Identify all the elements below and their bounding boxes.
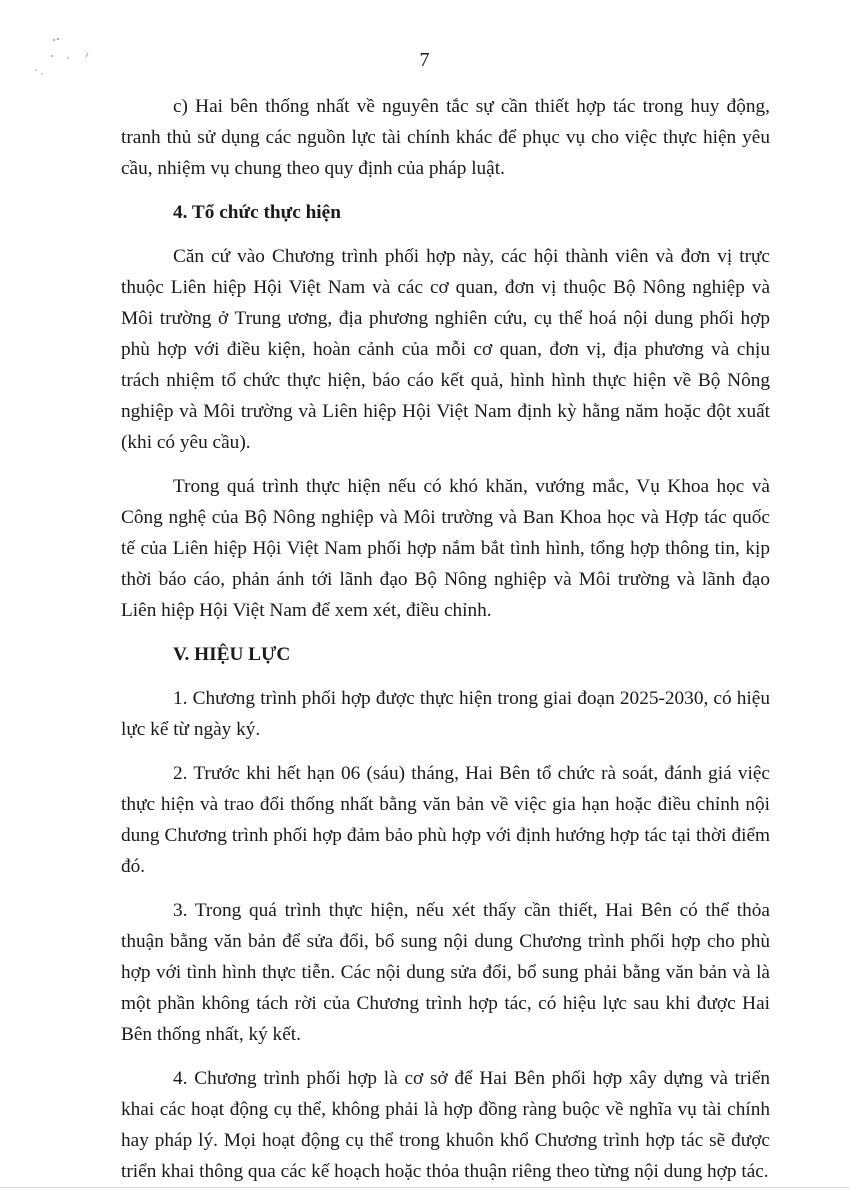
paragraph-validity-3: 3. Trong quá trình thực hiện, nếu xét thấy cần thiết, Hai Bên có thể thỏa thuận bằng văn bản để sửa đổi, bổ sung nội dung Chương trình phối hợp cho phù hợp với tình hình thực tiễn. Các nội dung sửa đổi, bổ sung phải bằng văn bản và là một phần không tách rời của Chương trình hợp tác, có hiệu lực sau khi được Hai Bên thống nhất, ký kết. [121, 900, 770, 1045]
paragraph-validity-2: 2. Trước khi hết hạn 06 (sáu) tháng, Hai Bên tổ chức rà soát, đánh giá việc thực hiện và trao đổi thống nhất bằng văn bản về việc gia hạn hoặc điều chỉnh nội dung Chương trình phối hợp đảm bảo phù hợp với định hướng hợp tác tại thời điểm đó. [121, 763, 770, 877]
paragraph-validity-4: 4. Chương trình phối hợp là cơ sở để Hai Bên phối hợp xây dựng và triển khai các hoạt động cụ thể, không phải là hợp đồng ràng buộc về nghĩa vụ tài chính hay pháp lý. Mọi hoạt động cụ thể trong khuôn khổ Chương trình hợp tác sẽ được triển khai thông qua các kế hoạch hoặc thỏa thuận riêng theo từng nội dung hợp tác. [121, 1068, 770, 1182]
document-body [121, 91, 770, 1200]
paragraph-c-financial-resources: c) Hai bên thống nhất về nguyên tắc sự cần thiết hợp tác trong huy động, tranh thủ sử dụng các nguồn lực tài chính khác để phục vụ cho việc thực hiện yêu cầu, nhiệm vụ chung theo quy định của pháp luật. [121, 96, 770, 179]
page-bottom-edge [0, 1187, 849, 1188]
section-heading-validity: V. HIỆU LỰC [173, 644, 291, 665]
paragraph-validity-1: 1. Chương trình phối hợp được thực hiện trong giai đoạn 2025-2030, có hiệu lực kể từ ngày ký. [121, 688, 770, 740]
paragraph-implementation-difficulties: Trong quá trình thực hiện nếu có khó khăn, vướng mắc, Vụ Khoa học và Công nghệ của Bộ Nông nghiệp và Môi trường và Ban Khoa học và Hợp tác quốc tế của Liên hiệp Hội Việt Nam phối hợp nắm bắt tình hình, tổng hợp thông tin, kịp thời báo cáo, phản ánh tới lãnh đạo Bộ Nông nghiệp và Môi trường và lãnh đạo Liên hiệp Hội Việt Nam để xem xét, điều chỉnh. [121, 476, 770, 621]
page-number: 7 [419, 49, 430, 71]
paragraph-implementation-basis: Căn cứ vào Chương trình phối hợp này, các hội thành viên và đơn vị trực thuộc Liên hiệp Hội Việt Nam và các cơ quan, đơn vị thuộc Bộ Nông nghiệp và Môi trường ở Trung ương, địa phương nghiên cứu, cụ thể hoá nội dung phối hợp phù hợp với điều kiện, hoàn cảnh của mỗi cơ quan, đơn vị, địa phương và chịu trách nhiệm tổ chức thực hiện, báo cáo kết quả, hình hình thực hiện về Bộ Nông nghiệp và Môi trường và Liên hiệp Hội Việt Nam định kỳ hằng năm hoặc đột xuất (khi có yêu cầu). [121, 246, 770, 453]
section-heading-implementation: 4. Tổ chức thực hiện [173, 202, 341, 223]
